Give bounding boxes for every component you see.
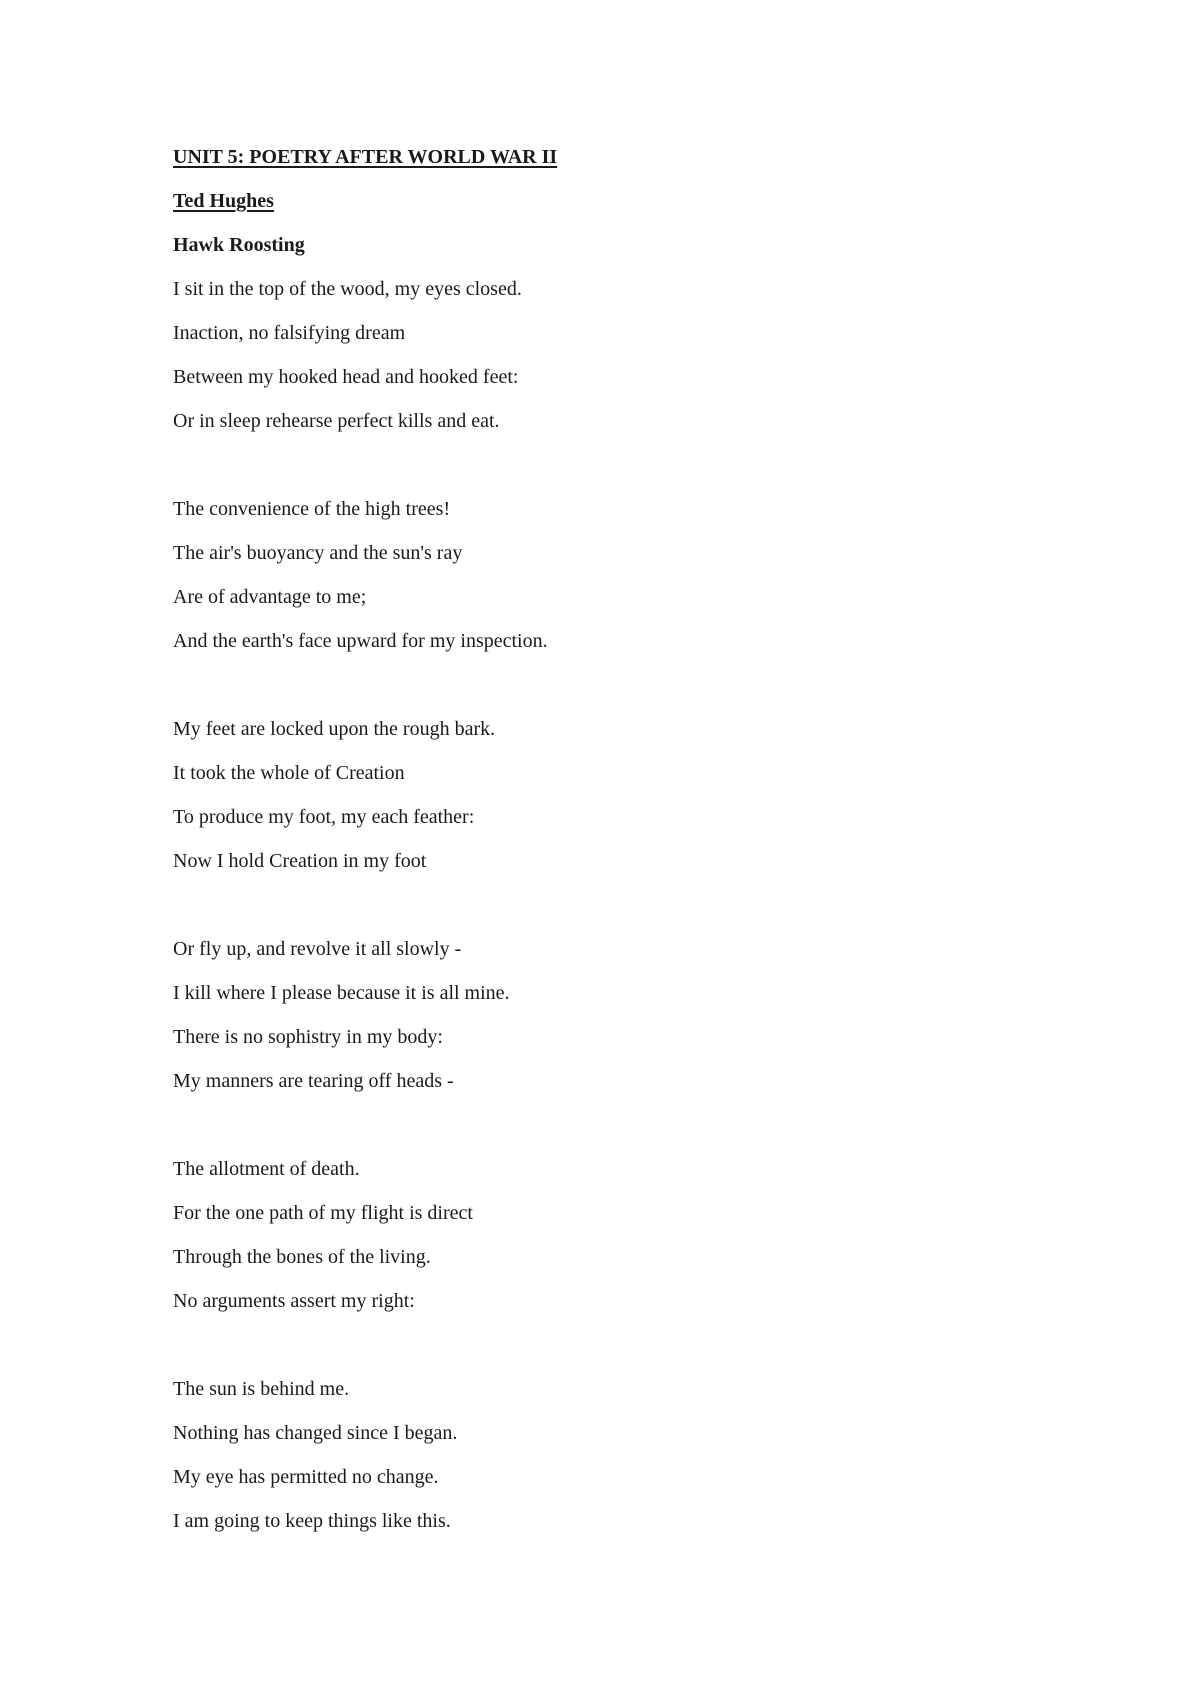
- poem-line: Or in sleep rehearse perfect kills and eat.: [173, 410, 500, 432]
- poem-line: There is no sophistry in my body:: [173, 1026, 443, 1048]
- stanza-gap: [173, 668, 1073, 712]
- poem-line: For the one path of my flight is direct: [173, 1202, 473, 1224]
- stanza-4: [173, 932, 1073, 1108]
- poem-line: I sit in the top of the wood, my eyes closed.: [173, 278, 522, 300]
- poem-line: The allotment of death.: [173, 1158, 360, 1180]
- stanza-gap: [173, 448, 1073, 492]
- poem-line: The sun is behind me.: [173, 1378, 350, 1400]
- poem-line: No arguments assert my right:: [173, 1290, 415, 1312]
- poem-line: And the earth's face upward for my inspection.: [173, 630, 548, 652]
- poem-line: My eye has permitted no change.: [173, 1466, 439, 1488]
- poem-line: My manners are tearing off heads -: [173, 1070, 454, 1092]
- poem-line: Are of advantage to me;: [173, 586, 367, 608]
- poem-line: I kill where I please because it is all mine.: [173, 982, 510, 1004]
- stanza-gap: [173, 888, 1073, 932]
- unit-heading: UNIT 5: POETRY AFTER WORLD WAR II: [173, 146, 558, 168]
- stanza-5: [173, 1152, 1073, 1328]
- stanza-6: [173, 1372, 1073, 1548]
- stanza-1: [173, 272, 1073, 448]
- poem-line: To produce my foot, my each feather:: [173, 806, 475, 828]
- poem-line: My feet are locked upon the rough bark.: [173, 718, 496, 740]
- poem-line: Now I hold Creation in my foot: [173, 850, 427, 872]
- author-name: Ted Hughes: [173, 190, 274, 212]
- document-content: [173, 140, 1073, 1548]
- stanza-gap: [173, 1108, 1073, 1152]
- poem-line: It took the whole of Creation: [173, 762, 405, 784]
- poem-line: Between my hooked head and hooked feet:: [173, 366, 519, 388]
- poem-line: Through the bones of the living.: [173, 1246, 431, 1268]
- poem-title: Hawk Roosting: [173, 234, 305, 256]
- poem-line: The air's buoyancy and the sun's ray: [173, 542, 463, 564]
- stanza-2: [173, 492, 1073, 668]
- poem-line: Nothing has changed since I began.: [173, 1422, 458, 1444]
- poem-line: The convenience of the high trees!: [173, 498, 451, 520]
- stanza-gap: [173, 1328, 1073, 1372]
- poem-line: Inaction, no falsifying dream: [173, 322, 406, 344]
- stanza-3: [173, 712, 1073, 888]
- poem-line: Or fly up, and revolve it all slowly -: [173, 938, 462, 960]
- poem-line: I am going to keep things like this.: [173, 1510, 451, 1532]
